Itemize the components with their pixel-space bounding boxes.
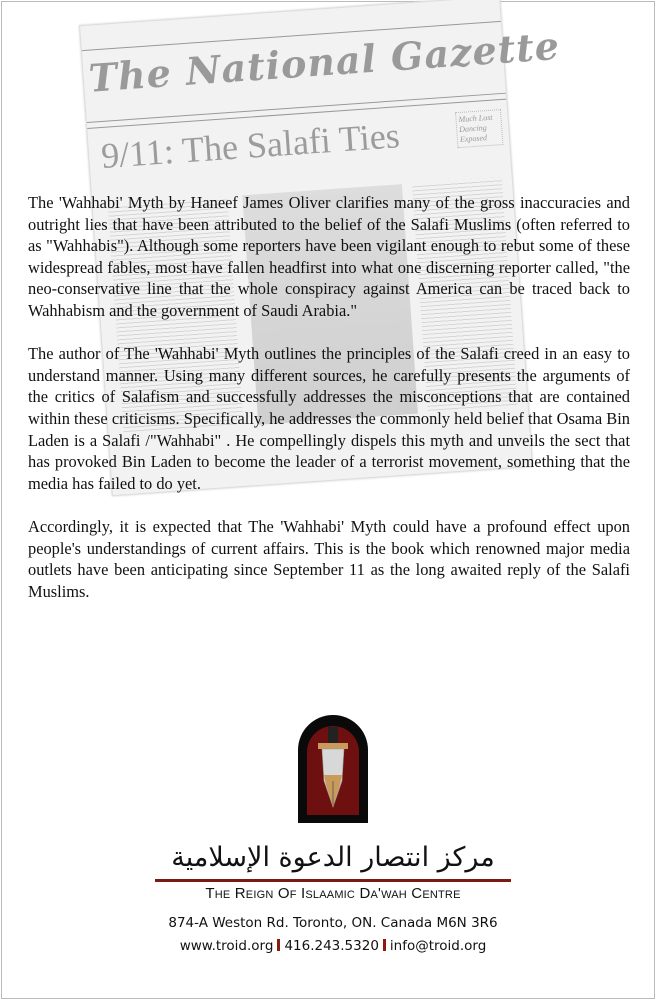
publisher-name: The Reign Of Islaamic Da'wah Centre <box>205 885 461 902</box>
phone: 416.243.5320 <box>284 938 379 954</box>
publisher-logo-pen-nib-icon <box>298 715 368 823</box>
paragraph: The 'Wahhabi' Myth by Haneef James Oliver clarifies many of the gross inaccuracies and outright lies that have been attributed to the belief of the Salafi Muslims (often referred to as "Wahhabis"). Although some reporters have been vigilant enough to rebut some of these widespread fables, most have fallen headfirst into what one discerning reporter called, "the neo-conservative line that the whole conspiracy against America can be traced back to Wahhabism and the government of Saudi Arabia." <box>28 193 630 320</box>
website-link[interactable]: www.troid.org <box>179 938 274 954</box>
newspaper-badge: Much Lost Dancing Exposed <box>455 109 503 148</box>
email-link[interactable]: info@troid.org <box>389 938 487 954</box>
publisher-arabic-name: مركز انتصار الدعوة الإسلامية <box>171 842 495 873</box>
publisher-contact <box>150 937 516 955</box>
newspaper-masthead: The National Gazette <box>87 22 562 101</box>
description <box>28 192 630 624</box>
divider <box>155 879 511 882</box>
separator <box>277 939 280 951</box>
paragraph: The author of The 'Wahhabi' Myth outlines the principles of the Salafi creed in an easy to understand manner. Using many different sources, he carefully presents the arguments of the critics of Salafism and successfully addresses the misconceptions that are contained within these criticisms. Specifically, he addresses the commonly held belief that Osama Bin Laden is a Salafi /"Wahhabi" . He compellingly dispels this myth and unveils the sect that has provoked Bin Laden to become the leader of a terrorist movement, something that the media has failed to do yet. <box>28 344 630 493</box>
publisher-address: 874-A Weston Rd. Toronto, ON. Canada M6N 3R6 <box>168 915 498 931</box>
separator <box>383 939 386 951</box>
newspaper-headline: 9/11: The Salafi Ties <box>99 115 401 177</box>
paragraph: Accordingly, it is expected that The 'Wahhabi' Myth could have a profound effect upon people's understandings of current affairs. This is the book which renowned major media outlets have been anticipating since September 11 as the long awaited reply of the Salafi Muslims. <box>28 516 630 601</box>
